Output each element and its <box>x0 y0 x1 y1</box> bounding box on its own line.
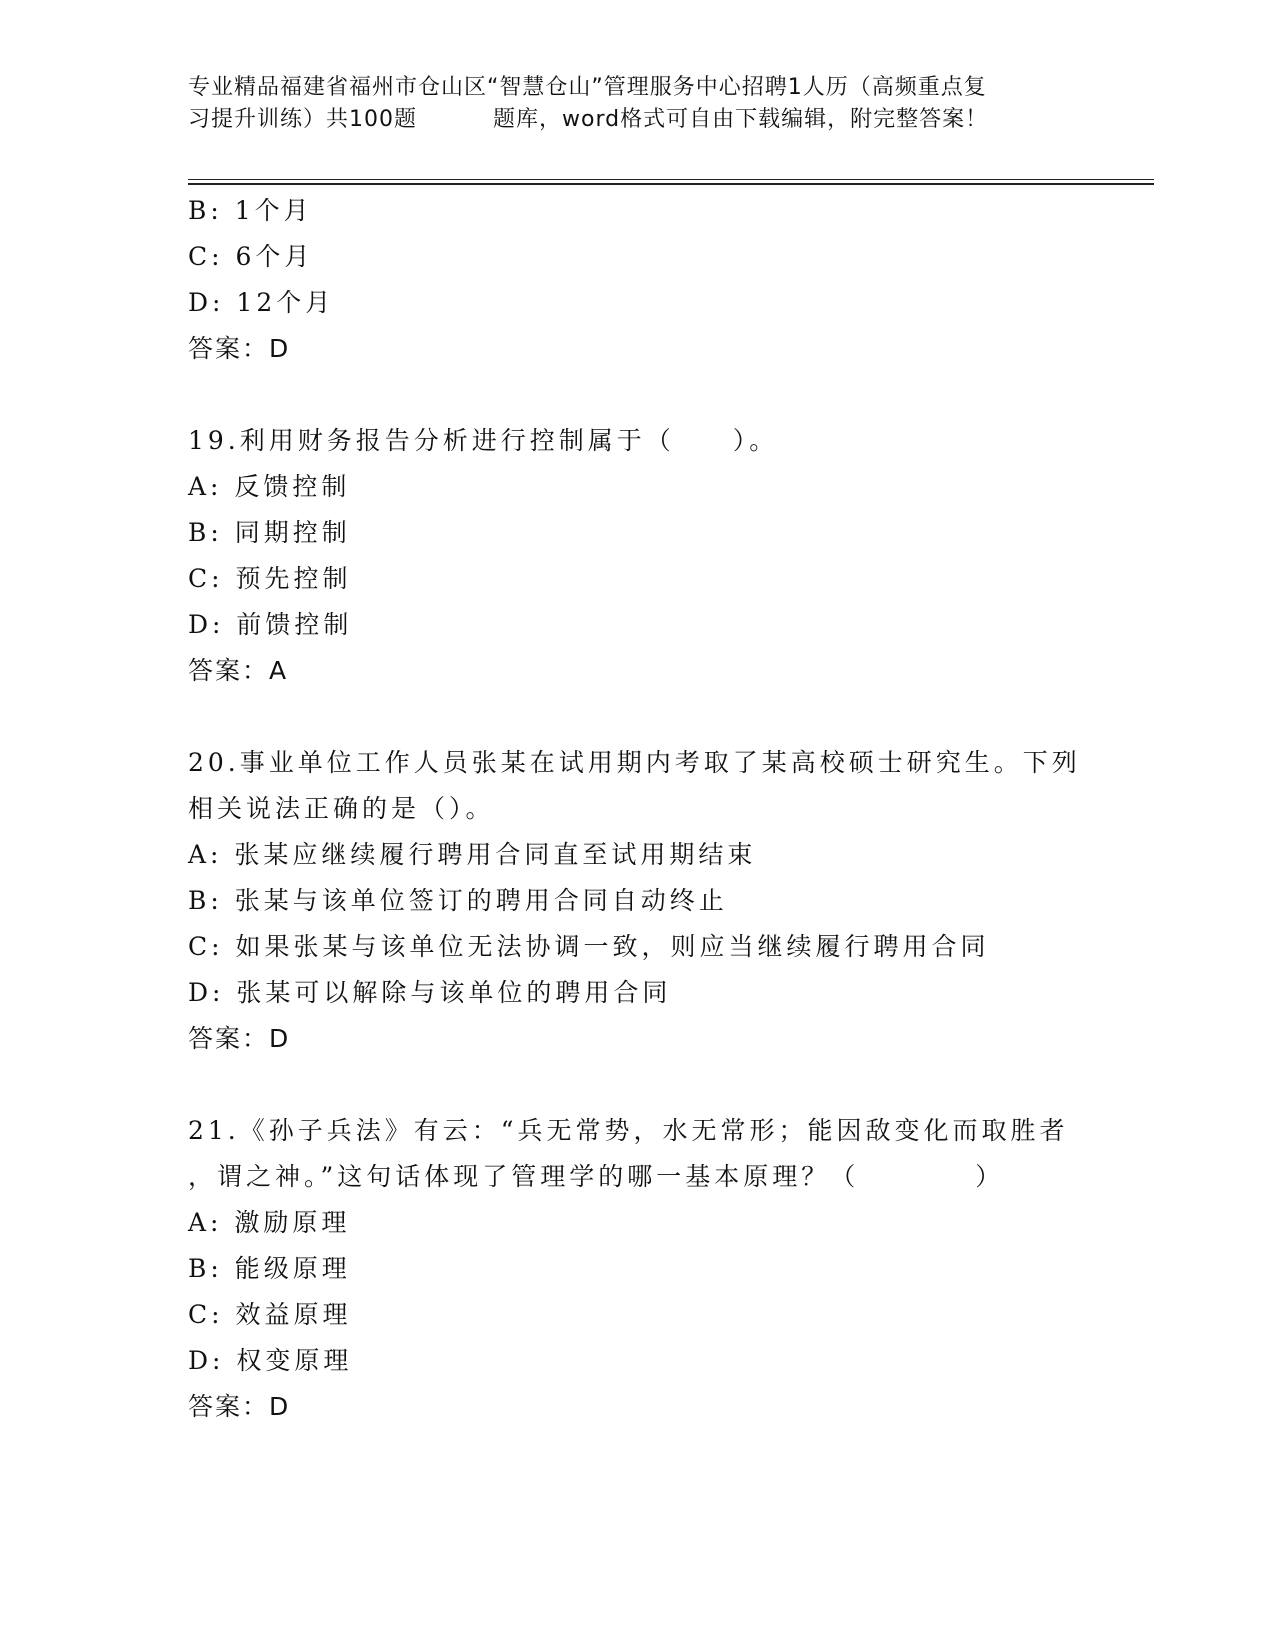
question-stem: 21.《孙子兵法》有云：“兵无常势，水无常形；能因敌变化而取胜者 <box>188 1116 1069 1145</box>
question-stem: 20.事业单位工作人员张某在试用期内考取了某高校硕士研究生。下列 <box>188 748 1081 777</box>
header-divider-thick <box>188 183 1154 185</box>
option-d: D: 前馈控制 <box>188 610 353 639</box>
option-c: C: 6个月 <box>188 242 314 271</box>
option-b: B: 1个月 <box>188 196 313 225</box>
option-d: D: 权变原理 <box>188 1346 353 1375</box>
option-b: B: 张某与该单位签订的聘用合同自动终止 <box>188 886 728 915</box>
answer-line: 答案：D <box>188 1024 291 1053</box>
option-d: D: 12个月 <box>188 288 335 317</box>
question-stem-cont: 相关说法正确的是（）。 <box>188 794 495 823</box>
question-block-continued <box>188 188 1088 372</box>
question-block-20 <box>188 740 1088 1062</box>
page-header <box>188 72 1088 136</box>
header-line-1: 专业精品福建省福州市仓山区“智慧仓山”管理服务中心招聘1人历（高频重点复 <box>188 75 987 100</box>
answer-line: 答案：D <box>188 334 291 363</box>
header-divider-thin <box>188 179 1154 180</box>
option-d: D: 张某可以解除与该单位的聘用合同 <box>188 978 672 1007</box>
option-a: A: 张某应继续履行聘用合同直至试用期结束 <box>188 840 757 869</box>
question-stem: 19.利用财务报告分析进行控制属于（ ）。 <box>188 426 779 455</box>
option-c: C: 预先控制 <box>188 564 352 593</box>
question-list <box>188 188 1088 1430</box>
answer-line: 答案：A <box>188 656 289 685</box>
option-a: A: 反馈控制 <box>188 472 351 501</box>
option-c: C: 效益原理 <box>188 1300 352 1329</box>
question-stem-cont: ，谓之神。”这句话体现了管理学的哪一基本原理？（ ） <box>188 1162 1005 1191</box>
question-block-19 <box>188 418 1088 694</box>
header-line-2-part-2: 题库，word格式可自由下载编辑，附完整答案！ <box>493 107 989 132</box>
option-b: B: 同期控制 <box>188 518 351 547</box>
answer-line: 答案：D <box>188 1392 291 1421</box>
header-line-2 <box>188 104 1088 136</box>
question-block-21 <box>188 1108 1088 1430</box>
option-c: C: 如果张某与该单位无法协调一致，则应当继续履行聘用合同 <box>188 932 990 961</box>
header-line-2-part-1: 习提升训练）共100题 <box>188 107 417 132</box>
option-a: A: 激励原理 <box>188 1208 351 1237</box>
option-b: B: 能级原理 <box>188 1254 351 1283</box>
